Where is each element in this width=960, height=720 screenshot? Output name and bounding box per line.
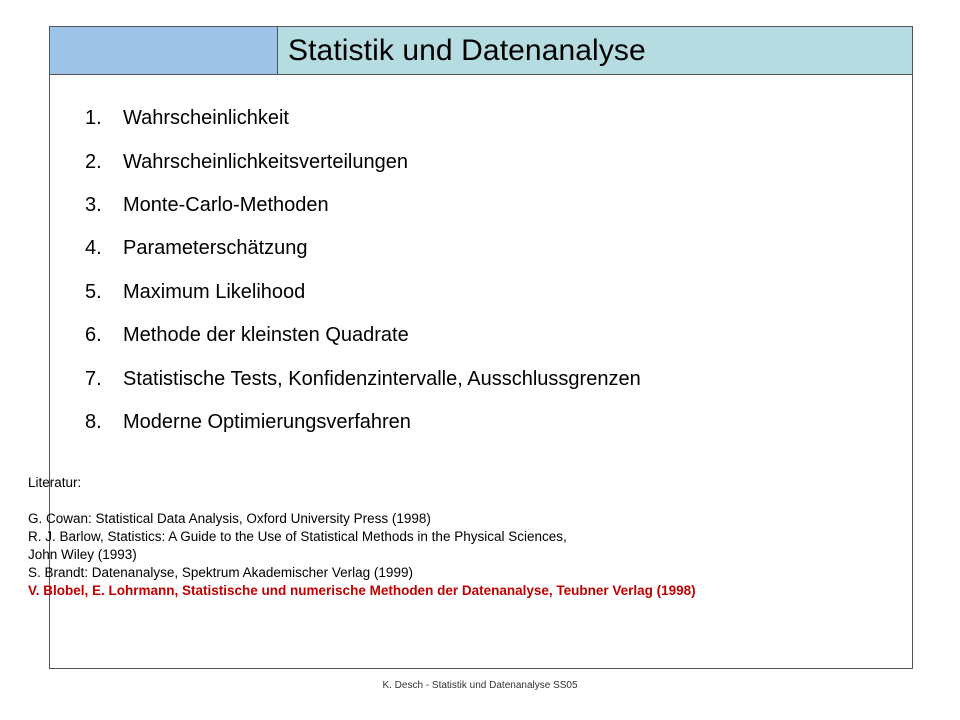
topic-item bbox=[85, 357, 641, 400]
topic-number: 3. bbox=[85, 193, 102, 216]
topic-label: Wahrscheinlichkeit bbox=[123, 107, 289, 130]
topic-item bbox=[85, 401, 641, 444]
literature-heading: Literatur: bbox=[28, 475, 82, 490]
topic-item bbox=[85, 227, 641, 270]
slide-footer: K. Desch - Statistik und Datenanalyse SS05 bbox=[382, 680, 578, 691]
topic-label: Wahrscheinlichkeitsverteilungen bbox=[123, 150, 408, 173]
literature-section bbox=[28, 474, 696, 600]
literature-entry-barlow: R. J. Barlow, Statistics: A Guide to the Use of Statistical Methods in the Physical Sciences, bbox=[28, 529, 567, 544]
literature-entry-brandt: S. Brandt: Datenanalyse, Spektrum Akademischer Verlag (1999) bbox=[28, 565, 413, 580]
title-bar bbox=[50, 27, 912, 75]
topic-list bbox=[85, 97, 641, 444]
topic-item bbox=[85, 140, 641, 183]
topic-label: Maximum Likelihood bbox=[123, 280, 306, 303]
literature-entry-barlow-publisher: John Wiley (1993) bbox=[28, 547, 137, 562]
topic-label: Moderne Optimierungsverfahren bbox=[123, 410, 411, 433]
topic-item bbox=[85, 271, 641, 314]
topic-number: 8. bbox=[85, 410, 102, 433]
topic-number: 4. bbox=[85, 237, 102, 260]
topic-number: 6. bbox=[85, 324, 102, 347]
literature-entry-cowan: G. Cowan: Statistical Data Analysis, Oxford University Press (1998) bbox=[28, 511, 431, 526]
topic-number: 7. bbox=[85, 367, 102, 390]
topic-number: 1. bbox=[85, 107, 102, 130]
page-title: Statistik und Datenanalyse bbox=[288, 33, 646, 67]
topic-label: Parameterschätzung bbox=[123, 237, 308, 260]
topic-item bbox=[85, 97, 641, 140]
topic-item bbox=[85, 184, 641, 227]
topic-label: Statistische Tests, Konfidenzintervalle, Ausschlussgrenzen bbox=[123, 367, 641, 390]
topic-number: 2. bbox=[85, 150, 102, 173]
topic-label: Methode der kleinsten Quadrate bbox=[123, 324, 409, 347]
topic-item bbox=[85, 314, 641, 357]
title-box bbox=[278, 27, 912, 74]
topic-label: Monte-Carlo-Methoden bbox=[123, 193, 329, 216]
literature-entry-blobel: V. Blobel, E. Lohrmann, Statistische und numerische Methoden der Datenanalyse, Teubner Verlag (1998) bbox=[28, 583, 696, 598]
title-accent-block bbox=[50, 27, 278, 74]
topic-number: 5. bbox=[85, 280, 102, 303]
